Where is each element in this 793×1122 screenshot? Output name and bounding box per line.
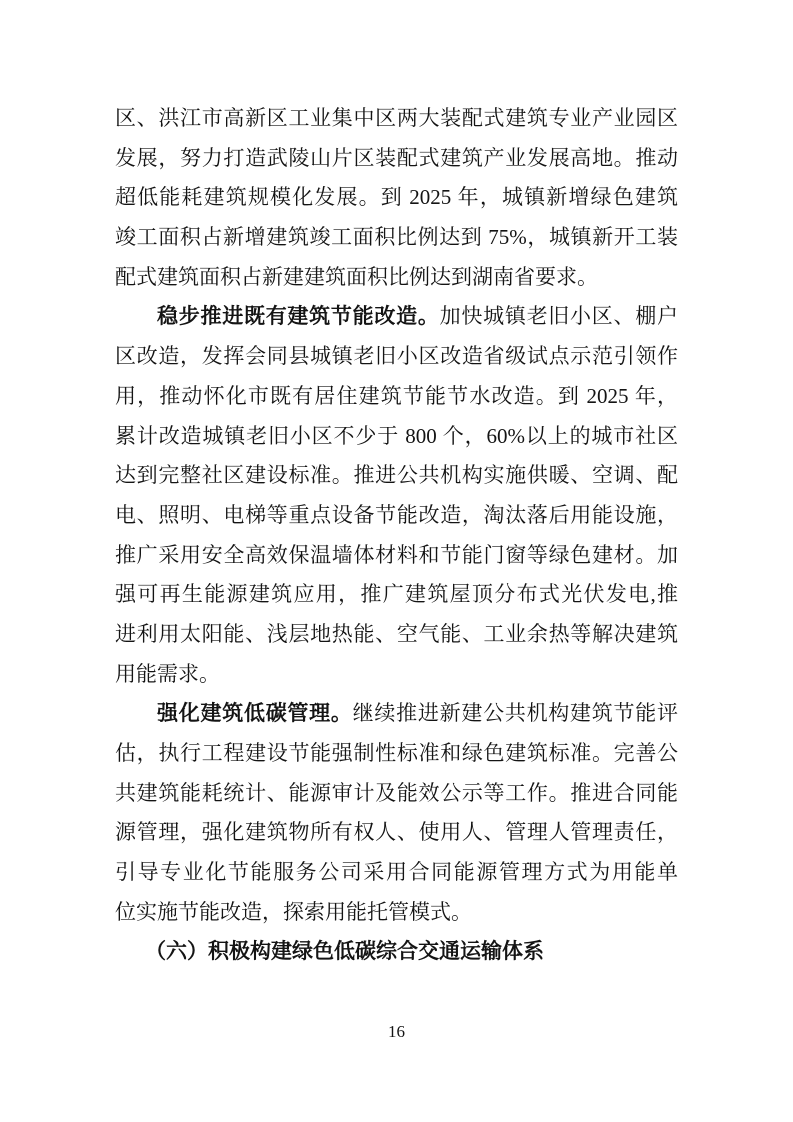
text-line: [115, 496, 678, 536]
section-heading: [115, 932, 678, 972]
text-line: [115, 258, 678, 298]
text-line: [115, 417, 678, 457]
section-heading-text: （六）积极构建绿色低碳综合交通运输体系: [145, 939, 544, 964]
line-text: 强可再生能源建筑应用，推广建筑屋顶分布式光伏发电,推: [115, 582, 678, 607]
text-line: [115, 615, 678, 655]
text-line: [115, 536, 678, 576]
text-line: [115, 297, 678, 337]
line-text: 引导专业化节能服务公司采用合同能源管理方式为用能单: [115, 860, 678, 885]
line-text: 位实施节能改造，探索用能托管模式。: [115, 899, 472, 924]
line-text: 配式建筑面积占新建建筑面积比例达到湖南省要求。: [115, 264, 598, 289]
line-text: 电、照明、电梯等重点设备节能改造，淘汰落后用能设施，: [115, 502, 678, 527]
text-line: [115, 655, 678, 695]
text-line: [115, 178, 678, 218]
line-text: 累计改造城镇老旧小区不少于 800 个，60%以上的城市社区: [115, 423, 678, 448]
line-text: 源管理，强化建筑物所有权人、使用人、管理人管理责任，: [115, 820, 678, 845]
line-text: 用能需求。: [115, 661, 220, 686]
text-line: [115, 337, 678, 377]
page-number: 16: [388, 1022, 405, 1041]
line-text: 用，推动怀化市既有居住建筑节能节水改造。到 2025 年，: [115, 383, 678, 408]
line-text: 超低能耗建筑规模化发展。到 2025 年，城镇新增绿色建筑: [115, 185, 678, 210]
bold-lead-in: 强化建筑低碳管理。: [157, 701, 353, 726]
text-line: [115, 694, 678, 734]
bold-lead-in: 稳步推进既有建筑节能改造。: [157, 304, 440, 329]
line-text: 达到完整社区建设标准。推进公共机构实施供暖、空调、配: [115, 463, 678, 488]
line-text: 共建筑能耗统计、能源审计及能效公示等工作。推进合同能: [115, 780, 678, 805]
text-line: [115, 774, 678, 814]
line-text: 估，执行工程建设节能强制性标准和绿色建筑标准。完善公: [115, 741, 678, 765]
text-line: [115, 139, 678, 179]
text-line: [115, 218, 678, 258]
text-line: [115, 813, 678, 853]
text-line: [115, 893, 678, 933]
line-text: 区、洪江市高新区工业集中区两大装配式建筑专业产业园区: [115, 106, 678, 130]
text-line: [115, 853, 678, 893]
text-line: [115, 99, 678, 139]
line-text: 加快城镇老旧小区、棚户: [439, 304, 678, 329]
text-line: [115, 734, 678, 774]
line-text: 区改造，发挥会同县城镇老旧小区改造省级试点示范引领作: [115, 344, 678, 369]
text-line: [115, 456, 678, 496]
line-text: 进利用太阳能、浅层地热能、空气能、工业余热等解决建筑: [115, 621, 678, 646]
line-text: 竣工面积占新增建筑竣工面积比例达到 75%，城镇新开工装: [115, 225, 678, 250]
text-line: [115, 575, 678, 615]
line-text: 推广采用安全高效保温墙体材料和节能门窗等绿色建材。加: [115, 542, 678, 567]
line-text: 发展，努力打造武陵山片区装配式建筑产业发展高地。推动: [115, 145, 678, 170]
text-line: [115, 377, 678, 417]
document-body: [115, 99, 678, 972]
line-text: 继续推进新建公共机构建筑节能评: [352, 701, 679, 726]
